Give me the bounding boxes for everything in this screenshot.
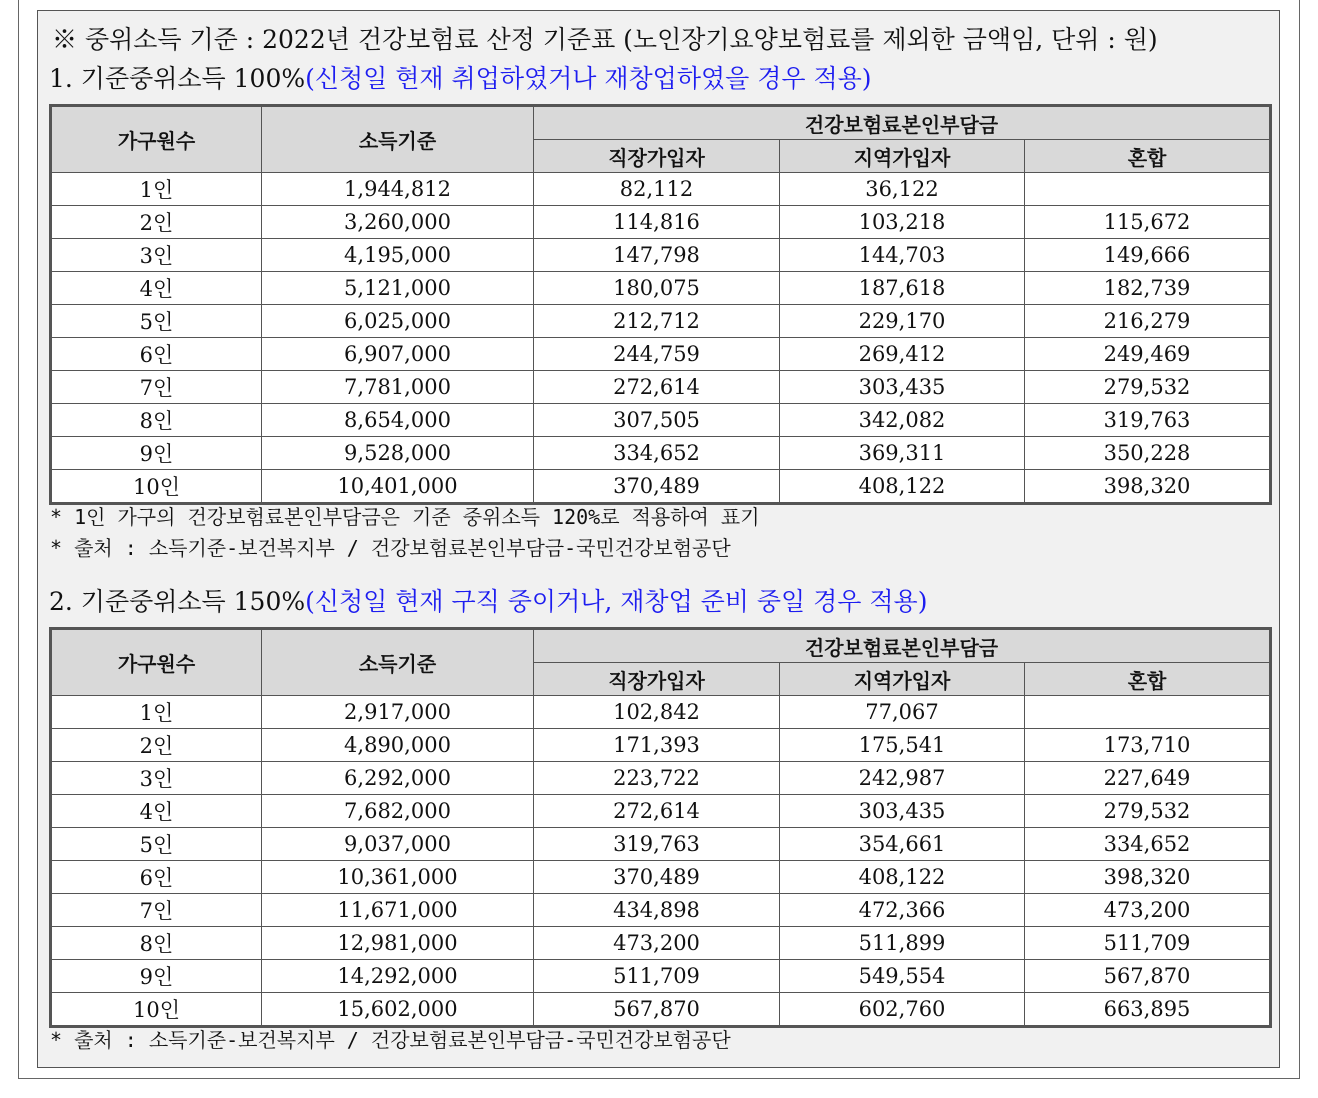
- section2-heading-note: (신청일 현재 구직 중이거나, 재창업 준비 중일 경우 적용): [305, 587, 928, 616]
- cell-income: 1,944,812: [262, 173, 534, 206]
- cell-regional: 242,987: [780, 762, 1025, 795]
- table-row: [51, 173, 1271, 206]
- section1-table: [49, 104, 1272, 505]
- cell-mixed: 398,320: [1025, 470, 1271, 504]
- cell-household: 10인: [51, 470, 262, 504]
- table-row: [51, 861, 1271, 894]
- cell-household: 8인: [51, 404, 262, 437]
- cell-household: 7인: [51, 371, 262, 404]
- cell-workplace: 212,712: [534, 305, 780, 338]
- cell-workplace: 307,505: [534, 404, 780, 437]
- cell-mixed: 216,279: [1025, 305, 1271, 338]
- cell-regional: 354,661: [780, 828, 1025, 861]
- cell-household: 10인: [51, 993, 262, 1027]
- cell-regional: 472,366: [780, 894, 1025, 927]
- cell-mixed: 398,320: [1025, 861, 1271, 894]
- cell-income: 7,682,000: [262, 795, 534, 828]
- table-row: [51, 404, 1271, 437]
- cell-mixed: 350,228: [1025, 437, 1271, 470]
- section1-heading-note: (신청일 현재 취업하였거나 재창업하였을 경우 적용): [305, 64, 872, 93]
- cell-mixed: [1025, 696, 1271, 729]
- section2-note-1: * 출처 : 소득기준-보건복지부 / 건강보험료본인부담금-국민건강보험공단: [50, 1028, 731, 1052]
- cell-regional: 369,311: [780, 437, 1025, 470]
- cell-mixed: 279,532: [1025, 371, 1271, 404]
- cell-mixed: 182,739: [1025, 272, 1271, 305]
- col-household: 가구원수: [51, 629, 262, 696]
- cell-workplace: 272,614: [534, 795, 780, 828]
- col-workplace: 직장가입자: [534, 663, 780, 696]
- cell-regional: 103,218: [780, 206, 1025, 239]
- cell-workplace: 272,614: [534, 371, 780, 404]
- cell-household: 6인: [51, 861, 262, 894]
- section1-note-1: * 1인 가구의 건강보험료본인부담금은 기준 중위소득 120%로 적용하여 표기: [50, 505, 760, 529]
- cell-regional: 303,435: [780, 795, 1025, 828]
- table-row: [51, 894, 1271, 927]
- cell-workplace: 171,393: [534, 729, 780, 762]
- cell-regional: 175,541: [780, 729, 1025, 762]
- cell-regional: 269,412: [780, 338, 1025, 371]
- cell-regional: 36,122: [780, 173, 1025, 206]
- cell-regional: 187,618: [780, 272, 1025, 305]
- table-row: [51, 206, 1271, 239]
- section1-heading-text: 1. 기준중위소득 100%: [49, 64, 306, 93]
- cell-household: 1인: [51, 173, 262, 206]
- cell-mixed: 149,666: [1025, 239, 1271, 272]
- cell-income: 4,195,000: [262, 239, 534, 272]
- section2-heading: [49, 586, 927, 618]
- cell-regional: 342,082: [780, 404, 1025, 437]
- cell-household: 2인: [51, 729, 262, 762]
- table-row: [51, 437, 1271, 470]
- cell-mixed: 567,870: [1025, 960, 1271, 993]
- cell-regional: 408,122: [780, 861, 1025, 894]
- cell-income: 15,602,000: [262, 993, 534, 1027]
- cell-income: 6,292,000: [262, 762, 534, 795]
- cell-household: 2인: [51, 206, 262, 239]
- cell-workplace: 82,112: [534, 173, 780, 206]
- cell-income: 6,907,000: [262, 338, 534, 371]
- cell-workplace: 114,816: [534, 206, 780, 239]
- col-regional: 지역가입자: [780, 663, 1025, 696]
- cell-workplace: 147,798: [534, 239, 780, 272]
- table-row: [51, 696, 1271, 729]
- cell-regional: 408,122: [780, 470, 1025, 504]
- cell-mixed: 511,709: [1025, 927, 1271, 960]
- cell-workplace: 180,075: [534, 272, 780, 305]
- cell-income: 8,654,000: [262, 404, 534, 437]
- cell-mixed: 227,649: [1025, 762, 1271, 795]
- section2-heading-text: 2. 기준중위소득 150%: [49, 587, 306, 616]
- cell-household: 9인: [51, 437, 262, 470]
- cell-household: 4인: [51, 272, 262, 305]
- col-mixed: 혼합: [1025, 663, 1271, 696]
- cell-mixed: 115,672: [1025, 206, 1271, 239]
- cell-household: 6인: [51, 338, 262, 371]
- cell-household: 1인: [51, 696, 262, 729]
- cell-regional: 602,760: [780, 993, 1025, 1027]
- table-row: [51, 960, 1271, 993]
- cell-income: 10,361,000: [262, 861, 534, 894]
- cell-income: 9,528,000: [262, 437, 534, 470]
- cell-household: 9인: [51, 960, 262, 993]
- cell-income: 3,260,000: [262, 206, 534, 239]
- table-row: [51, 993, 1271, 1027]
- cell-workplace: 473,200: [534, 927, 780, 960]
- cell-household: 5인: [51, 828, 262, 861]
- cell-workplace: 370,489: [534, 470, 780, 504]
- cell-regional: 77,067: [780, 696, 1025, 729]
- cell-workplace: 370,489: [534, 861, 780, 894]
- col-group-premium: 건강보험료본인부담금: [534, 106, 1271, 140]
- col-workplace: 직장가입자: [534, 140, 780, 173]
- cell-mixed: 319,763: [1025, 404, 1271, 437]
- cell-mixed: 334,652: [1025, 828, 1271, 861]
- cell-workplace: 244,759: [534, 338, 780, 371]
- cell-income: 6,025,000: [262, 305, 534, 338]
- section2-table: [49, 627, 1272, 1028]
- table-row: [51, 272, 1271, 305]
- table-row: [51, 795, 1271, 828]
- cell-mixed: 173,710: [1025, 729, 1271, 762]
- cell-regional: 303,435: [780, 371, 1025, 404]
- cell-household: 3인: [51, 239, 262, 272]
- cell-regional: 549,554: [780, 960, 1025, 993]
- col-income: 소득기준: [262, 106, 534, 173]
- cell-income: 9,037,000: [262, 828, 534, 861]
- cell-household: 3인: [51, 762, 262, 795]
- table-row: [51, 729, 1271, 762]
- cell-workplace: 319,763: [534, 828, 780, 861]
- col-mixed: 혼합: [1025, 140, 1271, 173]
- cell-workplace: 434,898: [534, 894, 780, 927]
- cell-mixed: [1025, 173, 1271, 206]
- cell-mixed: 279,532: [1025, 795, 1271, 828]
- col-group-premium: 건강보험료본인부담금: [534, 629, 1271, 663]
- table-row: [51, 338, 1271, 371]
- col-household: 가구원수: [51, 106, 262, 173]
- cell-workplace: 102,842: [534, 696, 780, 729]
- cell-income: 14,292,000: [262, 960, 534, 993]
- cell-workplace: 511,709: [534, 960, 780, 993]
- criteria-note-title: ※ 중위소득 기준 : 2022년 건강보험료 산정 기준표 (노인장기요양보험료를 제외한 금액임, 단위 : 원): [52, 25, 1158, 54]
- cell-regional: 511,899: [780, 927, 1025, 960]
- cell-regional: 229,170: [780, 305, 1025, 338]
- cell-household: 7인: [51, 894, 262, 927]
- cell-income: 2,917,000: [262, 696, 534, 729]
- cell-household: 4인: [51, 795, 262, 828]
- cell-workplace: 567,870: [534, 993, 780, 1027]
- table-row: [51, 762, 1271, 795]
- cell-mixed: 663,895: [1025, 993, 1271, 1027]
- cell-household: 8인: [51, 927, 262, 960]
- cell-workplace: 223,722: [534, 762, 780, 795]
- table-row: [51, 371, 1271, 404]
- cell-income: 4,890,000: [262, 729, 534, 762]
- cell-regional: 144,703: [780, 239, 1025, 272]
- cell-workplace: 334,652: [534, 437, 780, 470]
- cell-household: 5인: [51, 305, 262, 338]
- table-row: [51, 828, 1271, 861]
- cell-income: 7,781,000: [262, 371, 534, 404]
- cell-income: 10,401,000: [262, 470, 534, 504]
- section1-heading: [49, 63, 872, 95]
- table-row: [51, 470, 1271, 504]
- cell-income: 11,671,000: [262, 894, 534, 927]
- col-income: 소득기준: [262, 629, 534, 696]
- section1-note-2: * 출처 : 소득기준-보건복지부 / 건강보험료본인부담금-국민건강보험공단: [50, 536, 731, 560]
- table-row: [51, 305, 1271, 338]
- cell-mixed: 473,200: [1025, 894, 1271, 927]
- table-row: [51, 927, 1271, 960]
- cell-income: 12,981,000: [262, 927, 534, 960]
- cell-income: 5,121,000: [262, 272, 534, 305]
- cell-mixed: 249,469: [1025, 338, 1271, 371]
- table-row: [51, 239, 1271, 272]
- col-regional: 지역가입자: [780, 140, 1025, 173]
